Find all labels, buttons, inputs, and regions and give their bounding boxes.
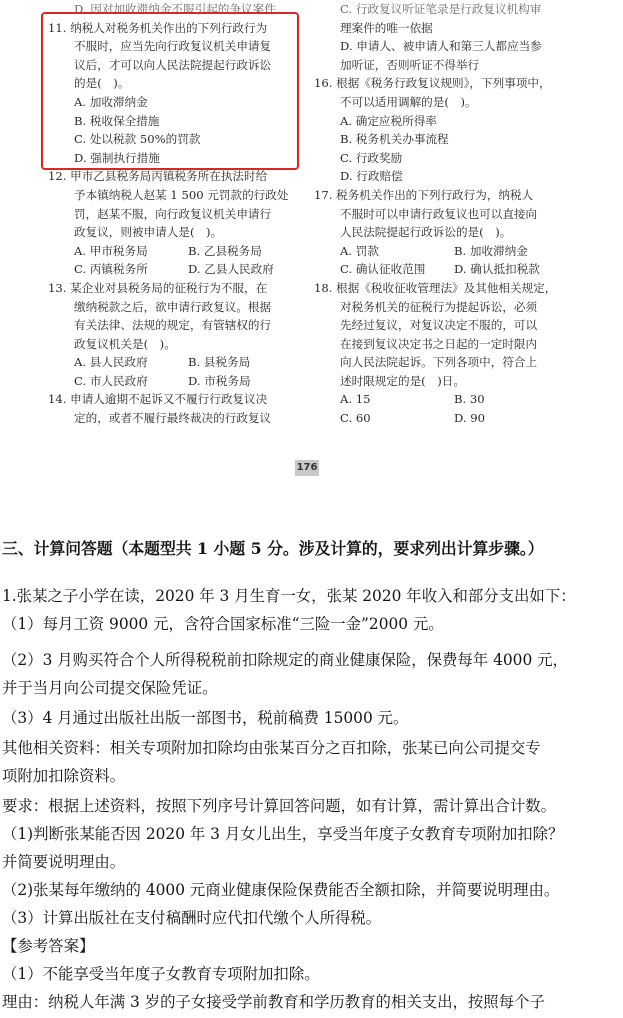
document-line: （1）每月工资 9000 元，含符合国家标准“三险一金”2000 元。 — [2, 615, 444, 633]
question-line: 在接到复议决定书之日起的一定时限内 — [340, 336, 538, 351]
question-line: 12. 甲市乙县税务局丙镇税务所在执法时给 — [48, 169, 268, 184]
option-item: B. 县税务局 — [188, 355, 251, 370]
question-line: C. 行政复议听证笔录是行政复议机构审 — [340, 2, 542, 16]
document-line: （2）3 月购买符合个人所得税税前扣除规定的商业健康保险，保费每年 4000 元， — [2, 651, 568, 669]
right-column — [314, 0, 576, 428]
question-line: 不可以适用调解的是( )。 — [340, 94, 477, 109]
option-item: A. 罚款 — [340, 243, 379, 258]
question-line: C. 处以税款 50%的罚款 — [74, 132, 201, 147]
question-line: D. 行政赔偿 — [340, 169, 403, 184]
option-item: B. 乙县税务局 — [188, 243, 262, 258]
question-line: B. 税务机关办事流程 — [340, 132, 449, 147]
option-row — [48, 372, 310, 391]
question-line: 缴纳税款之后，欲申请行政复议。根据 — [74, 299, 272, 314]
page-number: 176 — [295, 460, 319, 476]
question-line: 14. 申请人逾期不起诉又不履行行政复议决 — [48, 392, 268, 407]
option-row — [48, 260, 310, 279]
option-item: A. 15 — [340, 392, 371, 407]
question-line: D. 因对加收滞纳金不服引起的争议案件 — [74, 2, 276, 16]
question-line: A. 确定应税所得率 — [340, 113, 437, 128]
document-line: （2)张某每年缴纳的 4000 元商业健康保险保费能否全额扣除，并简要说明理由。 — [2, 881, 560, 899]
option-item: C. 丙镇税务所 — [74, 262, 148, 277]
question-line: 不服时可以申请行政复议也可以直接向 — [340, 206, 538, 221]
document-line: 要求：根据上述资料，按照下列序号计算回答问题，如有计算，需计算出合计数。 — [2, 797, 557, 815]
question-line: D. 强制执行措施 — [74, 150, 160, 165]
document-line: （1)判断张某能否因 2020 年 3 月女儿出生，享受当年度子女教育专项附加扣除？ — [2, 825, 564, 843]
document-line: 并简要说明理由。 — [2, 853, 126, 871]
option-row — [314, 260, 576, 279]
option-item: D. 确认抵扣税款 — [454, 262, 540, 277]
document-line: 项附加扣除资料。 — [2, 767, 126, 785]
option-item: C. 确认征收范围 — [340, 262, 426, 277]
option-item: C. 60 — [340, 411, 371, 426]
question-line: 罚，赵某不服，向行政复议机关申请行 — [74, 206, 272, 221]
option-row — [48, 242, 310, 261]
question-line: 政复议，则被申请人是( )。 — [74, 225, 223, 240]
option-row — [314, 390, 576, 409]
option-row — [48, 353, 310, 372]
question-line: 的是( )。 — [74, 76, 130, 91]
option-item: A. 甲市税务局 — [74, 243, 148, 258]
document-line: （1）不能享受当年度子女教育专项附加扣除。 — [2, 965, 320, 983]
option-item: B. 30 — [454, 392, 485, 407]
scanned-book-page — [0, 0, 623, 488]
option-row — [314, 409, 576, 428]
option-item: D. 90 — [454, 411, 486, 426]
question-line: 理案件的唯一依据 — [340, 20, 433, 35]
question-line: D. 申请人、被申请人和第三人都应当参 — [340, 39, 542, 54]
question-line: 定的，或者不履行最终裁决的行政复议 — [74, 411, 272, 426]
document-line: 并于当月向公司提交保险凭证。 — [2, 679, 218, 697]
document-line: （3）4 月通过出版社出版一部图书，税前稿费 15000 元。 — [2, 709, 409, 727]
question-line: 17. 税务机关作出的下列行政行为，纳税人 — [314, 187, 534, 202]
question-line: 议后，才可以向人民法院提起行政诉讼 — [74, 57, 272, 72]
option-row — [314, 242, 576, 261]
option-item: D. 乙县人民政府 — [188, 262, 274, 277]
question-line: 不服时，应当先向行政复议机关申请复 — [74, 39, 272, 54]
question-line: 16. 根据《税务行政复议规则》，下列事项中， — [314, 76, 551, 91]
question-line: 予本镇纳税人赵某 1 500 元罚款的行政处 — [74, 187, 289, 202]
option-item: A. 县人民政府 — [74, 355, 148, 370]
question-line: 对税务机关的征税行为提起诉讼，必须 — [340, 299, 538, 314]
question-line: 加听证，否则听证不得举行 — [340, 57, 480, 72]
question-line: 11. 纳税人对税务机关作出的下列行政行为 — [48, 20, 268, 35]
question-line: 向人民法院起诉。下列各项中，符合上 — [340, 355, 538, 370]
document-line: （3）计算出版社在支付稿酬时应代扣代缴个人所得税。 — [2, 909, 382, 927]
question-line: 先经过复议，对复议决定不服的，可以 — [340, 318, 538, 333]
question-line: B. 税收保全措施 — [74, 113, 160, 128]
question-line: C. 行政奖励 — [340, 150, 403, 165]
document-line: 1.张某之子小学在读，2020 年 3 月生育一女，张某 2020 年收入和部分支出如下： — [2, 587, 576, 605]
question-line: 政复议机关是( )。 — [74, 336, 176, 351]
document-line: 理由：纳税人年满 3 岁的子女接受学前教育和学历教育的相关支出，按照每个子 — [2, 993, 545, 1011]
option-item: D. 市税务局 — [188, 373, 251, 388]
option-item: C. 市人民政府 — [74, 373, 148, 388]
document-line: 其他相关资料：相关专项附加扣除均由张某百分之百扣除，张某已向公司提交专 — [2, 739, 541, 757]
question-line: 18. 根据《税收征收管理法》及其他相关规定， — [314, 280, 557, 295]
red-highlight-box — [41, 12, 299, 170]
document-line: 【参考答案】 — [2, 937, 95, 955]
question-line: A. 加收滞纳金 — [74, 94, 148, 109]
question-line: 人民法院提起行政诉讼的是( )。 — [340, 225, 512, 240]
question-line: 有关法律、法规的规定，有管辖权的行 — [74, 318, 272, 333]
option-item: B. 加收滞纳金 — [454, 243, 528, 258]
question-line: 述时限规定的是( )日。 — [340, 373, 465, 388]
section-title: 三、计算问答题（本题型共 1 小题 5 分。涉及计算的，要求列出计算步骤。） — [2, 539, 544, 558]
question-line: 13. 某企业对县税务局的征税行为不服，在 — [48, 280, 268, 295]
